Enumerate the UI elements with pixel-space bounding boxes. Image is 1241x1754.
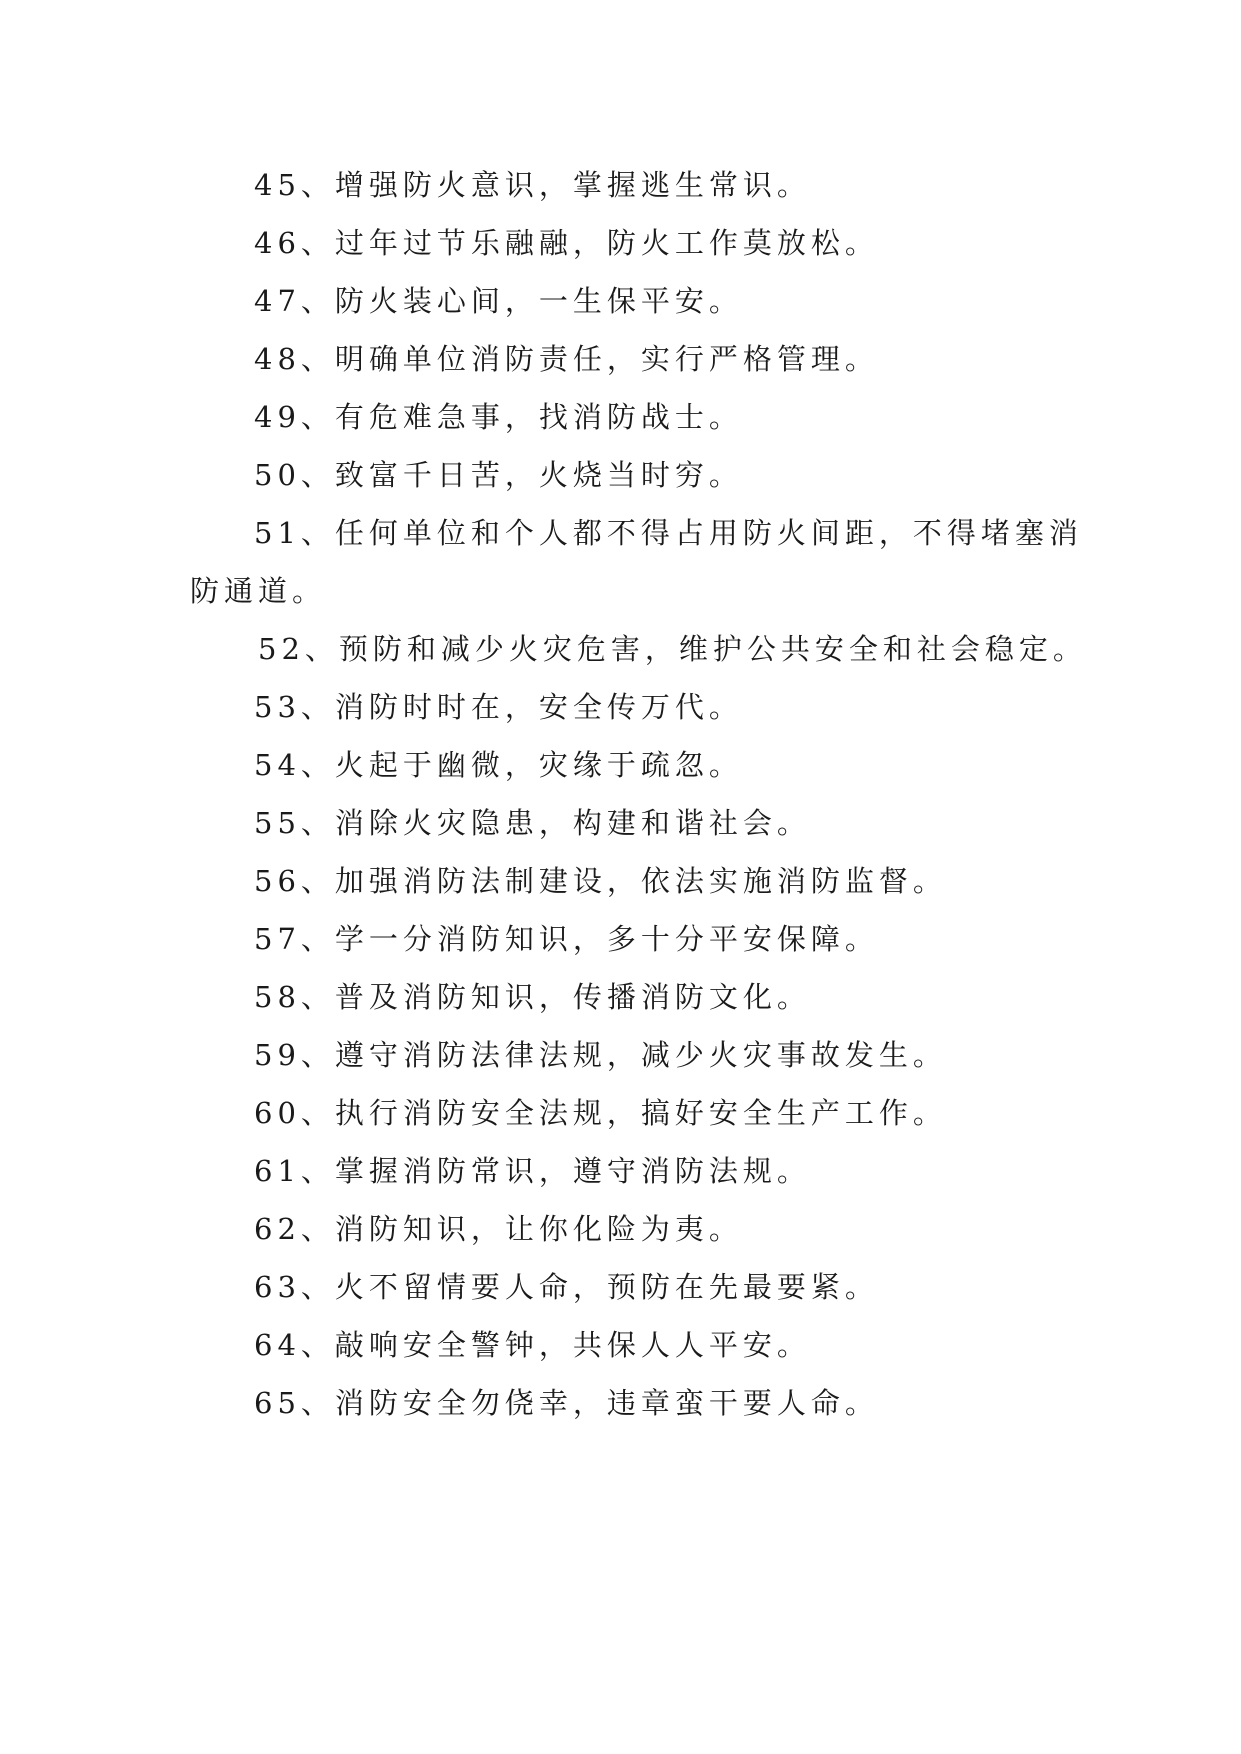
list-item: 61、掌握消防常识，遵守消防法规。 [254,1154,811,1188]
list-item-continuation: 防通道。 [190,574,327,608]
list-item: 49、有危难急事，找消防战士。 [254,400,743,434]
list-item: 58、普及消防知识，传播消防文化。 [254,980,811,1014]
list-item: 57、学一分消防知识，多十分平安保障。 [254,922,879,956]
list-item: 55、消除火灾隐患，构建和谐社会。 [254,806,811,840]
list-item: 60、执行消防安全法规，搞好安全生产工作。 [254,1096,947,1130]
list-item: 64、敲响安全警钟，共保人人平安。 [254,1328,811,1362]
list-item: 56、加强消防法制建设，依法实施消防监督。 [254,864,947,898]
list-item: 63、火不留情要人命，预防在先最要紧。 [254,1270,879,1304]
list-item: 48、明确单位消防责任，实行严格管理。 [254,342,879,376]
list-item: 51、任何单位和个人都不得占用防火间距，不得堵塞消 [254,516,1083,550]
list-item: 50、致富千日苦，火烧当时穷。 [254,458,743,492]
list-item: 65、消防安全勿侥幸，违章蛮干要人命。 [254,1386,879,1420]
list-item: 46、过年过节乐融融，防火工作莫放松。 [254,226,879,260]
list-item: 53、消防时时在，安全传万代。 [254,690,743,724]
list-item: 45、增强防火意识，掌握逃生常识。 [254,168,811,202]
list-item: 54、火起于幽微，灾缘于疏忽。 [254,748,743,782]
list-item: 47、防火装心间，一生保平安。 [254,284,743,318]
list-item: 52、预防和减少火灾危害，维护公共安全和社会稳定。 [258,632,1087,666]
list-item: 62、消防知识，让你化险为夷。 [254,1212,743,1246]
list-item: 59、遵守消防法律法规，减少火灾事故发生。 [254,1038,947,1072]
